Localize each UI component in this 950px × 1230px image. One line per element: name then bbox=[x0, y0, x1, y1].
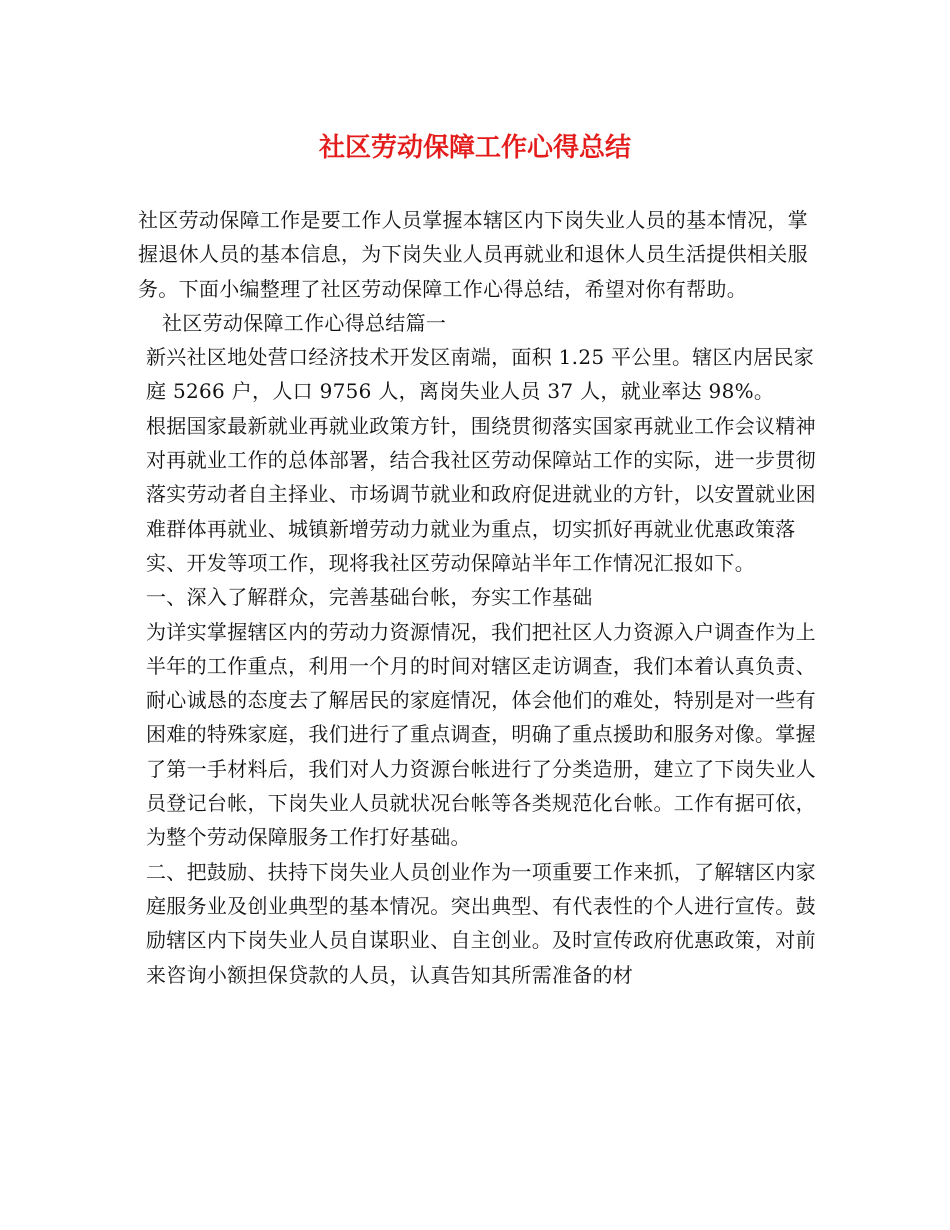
intro-paragraph: 社区劳动保障工作是要工作人员掌握本辖区内下岗失业人员的基本情况，掌握退休人员的基本信息，为下岗失业人员再就业和退休人员生活提供相关服务。下面小编整理了社区劳动保障工作心得总结，希望对你有帮助。 bbox=[138, 208, 808, 301]
subheading-two-paragraph: 二、把鼓励、扶持下岗失业人员创业作为一项重要工作来抓，了解辖区内家庭服务业及创业典型的基本情况。突出典型、有代表性的个人进行宣传。鼓励辖区内下岗失业人员自谋职业、自主创业。及时宣传政府优惠政策，对前来咨询小额担保贷款的人员，认真告知其所需准备的材 bbox=[146, 859, 816, 987]
document-body bbox=[138, 203, 818, 992]
subheading-one: 一、深入了解群众，完善基础台帐，夯实工作基础 bbox=[146, 585, 593, 610]
survey-paragraph: 为详实掌握辖区内的劳动力资源情况，我们把社区人力资源入户调查作为上半年的工作重点，利用一个月的时间对辖区走访调查，我们本着认真负责、耐心诚恳的态度去了解居民的家庭情况，体会他们的难处，特别是对一些有困难的特殊家庭，我们进行了重点调查，明确了重点援助和服务对像。掌握了第一手材料后，我们对人力资源台帐进行了分类造册，建立了下岗失业人员登记台帐，下岗失业人员就状况台帐等各类规范化台帐。工作有据可依，为整个劳动保障服务工作打好基础。 bbox=[146, 619, 816, 850]
policy-paragraph: 根据国家最新就业再就业政策方针，围绕贯彻落实国家再就业工作会议精神对再就业工作的总体部署，结合我社区劳动保障站工作的实际，进一步贯彻落实劳动者自主择业、市场调节就业和政府促进就业的方针，以安置就业困难群体再就业、城镇新增劳动力就业为重点，切实抓好再就业优惠政策落实、开发等项工作，现将我社区劳动保障站半年工作情况汇报如下。 bbox=[146, 413, 816, 575]
overview-paragraph: 新兴社区地处营口经济技术开发区南端，面积 1.25 平公里。辖区内居民家庭 5266 户，人口 9756 人，离岗失业人员 37 人，就业率达 98%。 bbox=[146, 345, 815, 404]
document-title: 社区劳动保障工作心得总结 bbox=[318, 133, 631, 163]
section-heading: 社区劳动保障工作心得总结篇一 bbox=[162, 310, 447, 335]
